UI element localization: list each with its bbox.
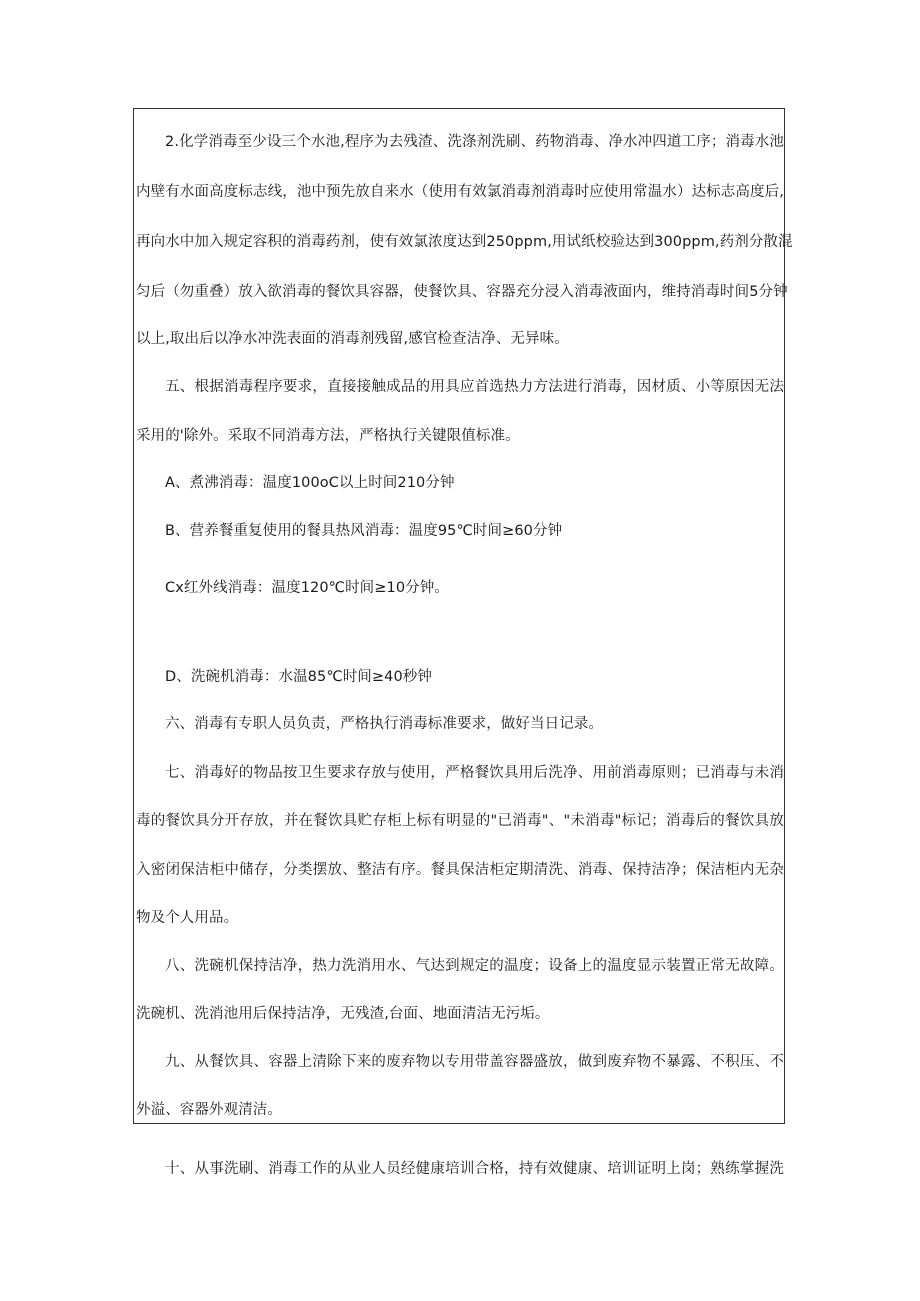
paragraph-line: 2.化学消毒至少设三个水池,程序为去残渣、洗涤剂洗刷、药物消毒、净水冲四道工序；消毒水池	[165, 134, 784, 150]
list-item: D、洗碗机消毒：水温85℃时间≥40秒钟	[165, 669, 432, 685]
paragraph-line: 外溢、容器外观清洁。	[136, 1102, 282, 1118]
paragraph-line: 九、从餐饮具、容器上清除下来的废弃物以专用带盖容器盛放，做到废弃物不暴露、不积压、不	[165, 1054, 784, 1070]
paragraph-line: 采用的'除外。采取不同消毒方法，严格执行关键限值标准。	[136, 428, 520, 444]
paragraph-line: 十、从事洗刷、消毒工作的从业人员经健康培训合格，持有效健康、培训证明上岗；熟练掌握洗	[165, 1161, 784, 1177]
paragraph-line: 内壁有水面高度标志线，池中预先放自来水（使用有效氯消毒剂消毒时应使用常温水）达标志高度后,	[136, 184, 784, 200]
paragraph-line: 七、消毒好的物品按卫生要求存放与使用，严格餐饮具用后洗净、用前消毒原则；已消毒与未消	[165, 765, 784, 781]
paragraph-line: 五、根据消毒程序要求，直接接触成品的用具应首选热力方法进行消毒，因材质、小等原因无法	[165, 379, 784, 395]
paragraph-line: 再向水中加入规定容积的消毒药剂，使有效氯浓度达到250ppm,用试纸校验达到300ppm,药剂分散混	[136, 234, 793, 250]
paragraph-line: 物及个人用品。	[136, 910, 239, 926]
paragraph-line: 洗碗机、洗消池用后保持洁净，无残渣,台面、地面清洁无污垢。	[136, 1006, 550, 1022]
paragraph-line: 六、消毒有专职人员负责，严格执行消毒标准要求，做好当日记录。	[165, 716, 603, 732]
paragraph-line: 以上,取出后以净水冲洗表面的消毒剂残留,感官检查洁净、无异味。	[136, 331, 569, 347]
list-item: Cx红外线消毒：温度120℃时间≥10分钟。	[165, 580, 449, 596]
list-item: A、煮沸消毒：温度100oC以上时间210分钟	[165, 475, 455, 491]
paragraph-line: 八、洗碗机保持洁净，热力洗消用水、气达到规定的温度；设备上的温度显示装置正常无故障。	[165, 958, 784, 974]
list-item: B、营养餐重复使用的餐具热风消毒：温度95℃时间≥60分钟	[165, 523, 563, 539]
paragraph-line: 匀后（勿重叠）放入欲消毒的餐饮具容器，使餐饮具、容器充分浸入消毒液面内，维持消毒时间5分钟	[136, 284, 788, 300]
paragraph-line: 毒的餐饮具分开存放，并在餐饮具贮存柜上标有明显的"已消毒"、"未消毒"标记；消毒后的餐饮具放	[136, 813, 784, 829]
paragraph-line: 入密闭保洁柜中储存，分类摆放、整洁有序。餐具保洁柜定期清洗、消毒、保持洁净；保洁柜内无杂	[136, 862, 784, 878]
